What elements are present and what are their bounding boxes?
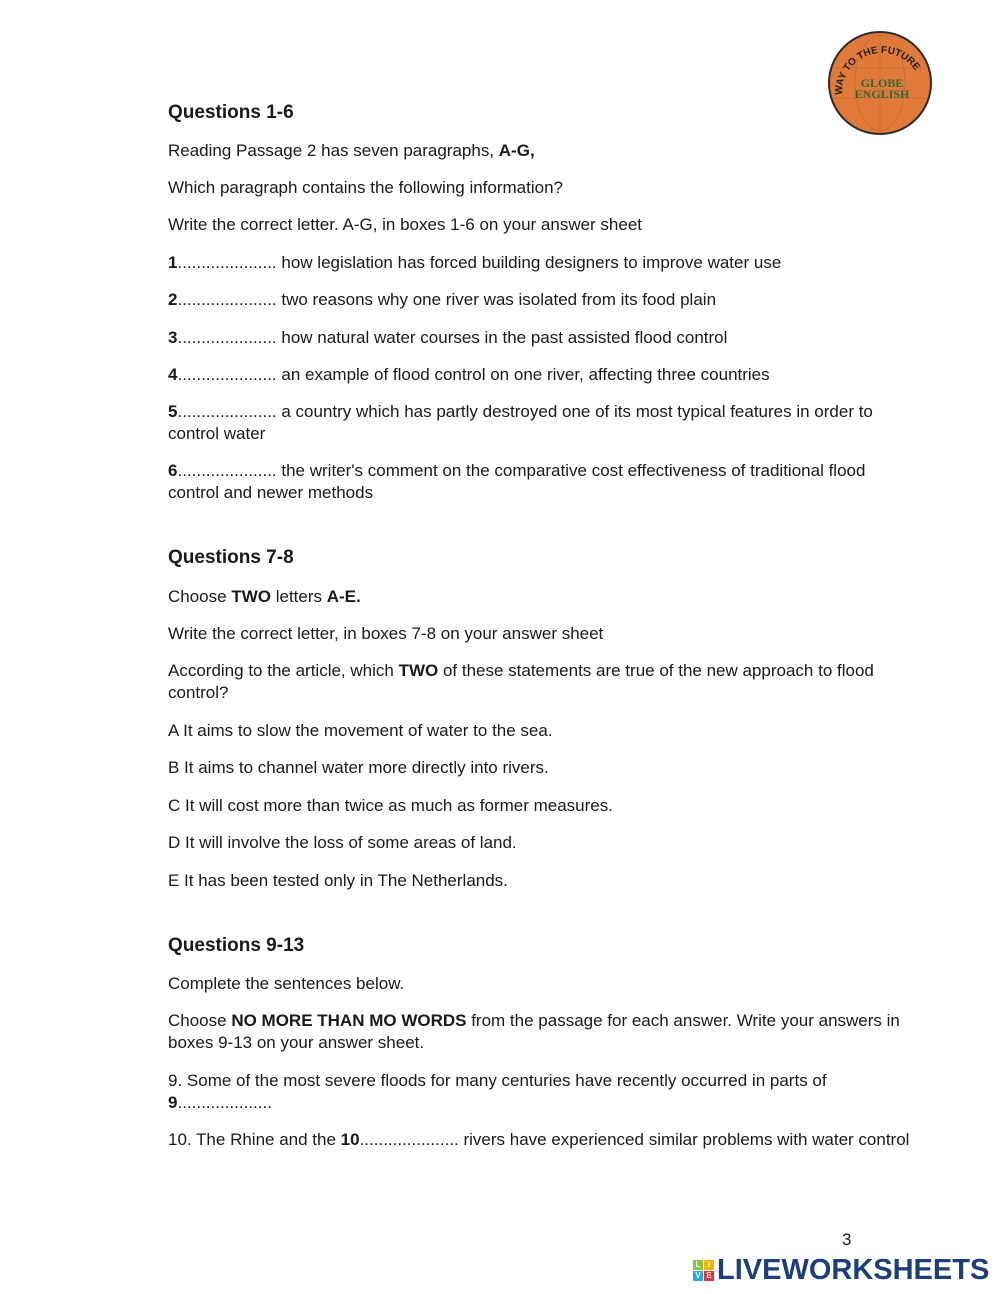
section-heading <box>168 547 918 569</box>
bold-text: TWO <box>231 587 271 606</box>
text: 9. Some of the most severe floods for many centuries have recently occurred in parts of <box>168 1071 827 1090</box>
bold-text: Questions 7-8 <box>168 547 294 568</box>
text: Reading Passage 2 has seven paragraphs, <box>168 141 499 160</box>
text: C It will cost more than twice as much as former measures. <box>168 796 613 815</box>
liveworksheets-brand <box>693 1254 989 1287</box>
paragraph <box>168 177 918 199</box>
paragraph <box>168 289 918 311</box>
text: 10. The Rhine and the <box>168 1130 341 1149</box>
paragraph <box>168 586 918 608</box>
paragraph <box>168 973 918 995</box>
text: ..................... an example of flood control on one river, affecting three countries <box>177 365 770 384</box>
tile-v: V <box>693 1271 703 1281</box>
paragraph <box>168 401 918 445</box>
text: ..................... how legislation has forced building designers to improve water use <box>177 253 782 272</box>
text: Write the correct letter, in boxes 7-8 on your answer sheet <box>168 624 604 643</box>
brand-name: LIVEWORKSHEETS <box>717 1254 990 1286</box>
page-number: 3 <box>842 1230 852 1249</box>
text: According to the article, which <box>168 661 399 680</box>
tile-e: E <box>704 1271 714 1281</box>
paragraph <box>168 364 918 386</box>
paragraph <box>168 757 918 779</box>
section-heading <box>168 102 918 124</box>
paragraph <box>168 832 918 854</box>
paragraph <box>168 1070 918 1114</box>
paragraph <box>168 140 918 162</box>
bold-text: 2 <box>168 290 178 309</box>
bold-text: 9 <box>168 1093 178 1112</box>
text: ..................... how natural water courses in the past assisted flood control <box>177 328 728 347</box>
text: letters <box>270 587 327 606</box>
tile-l: L <box>693 1260 703 1270</box>
bold-text: 4 <box>168 365 178 384</box>
text: ..................... two reasons why one river was isolated from its food plain <box>177 290 717 309</box>
text: ..................... rivers have experienced similar problems with water control <box>359 1130 910 1149</box>
bold-text: 1 <box>168 253 178 272</box>
text: Complete the sentences below. <box>168 974 405 993</box>
text: of these statements are true of the new approach to flood control? <box>168 661 874 702</box>
text: from the passage for each answer. Write your answers in boxes 9-13 on your answer sheet. <box>168 1011 900 1052</box>
paragraph <box>168 623 918 645</box>
section-heading <box>168 935 918 957</box>
text: ..................... the writer's comment on the comparative cost effectiveness of traditional flood control and newer methods <box>168 461 866 502</box>
paragraph <box>168 327 918 349</box>
bold-text: A-G, <box>498 141 535 160</box>
bold-text: Questions 9-13 <box>168 935 305 956</box>
paragraph <box>168 1129 918 1151</box>
text: D It will involve the loss of some areas of land. <box>168 833 517 852</box>
bold-text: 3 <box>168 328 178 347</box>
bold-text: 6 <box>168 461 178 480</box>
tile-i: I <box>704 1260 714 1270</box>
paragraph <box>168 460 918 504</box>
text: E It has been tested only in The Netherlands. <box>168 871 508 890</box>
text: Choose <box>168 587 232 606</box>
bold-text: Questions 1-6 <box>168 102 294 123</box>
paragraph <box>168 252 918 274</box>
text: B It aims to channel water more directly into rivers. <box>168 758 549 777</box>
text: Write the correct letter. A-G, in boxes 1-6 on your answer sheet <box>168 215 643 234</box>
text: Which paragraph contains the following information? <box>168 178 564 197</box>
bold-text: A-E. <box>326 587 361 606</box>
paragraph <box>168 1010 918 1054</box>
bold-text: 5 <box>168 402 178 421</box>
bold-text: 10 <box>340 1130 360 1149</box>
logo-arc-text: WAY TO THE FUTURE <box>833 44 922 96</box>
bold-text: TWO <box>398 661 439 680</box>
paragraph <box>168 795 918 817</box>
text: ..................... a country which has partly destroyed one of its most typical features in order to control water <box>168 402 873 443</box>
text: A It aims to slow the movement of water to the sea. <box>168 721 553 740</box>
paragraph <box>168 720 918 742</box>
text: .................... <box>177 1093 272 1112</box>
paragraph <box>168 870 918 892</box>
bold-text: NO MORE THAN MO WORDS <box>231 1011 467 1030</box>
paragraph <box>168 660 918 704</box>
logo-line2: ENGLISH <box>854 87 910 101</box>
logo-line1: GLOBE <box>860 76 904 90</box>
paragraph <box>168 214 918 236</box>
live-tiles-icon <box>693 1260 714 1281</box>
text: Choose <box>168 1011 232 1030</box>
